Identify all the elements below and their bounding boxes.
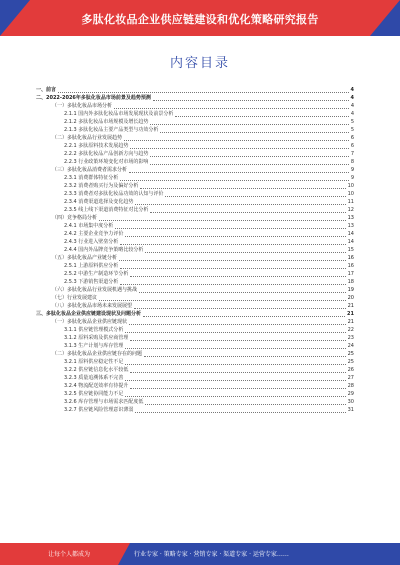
toc-entry-text: 3.2.5 供应链协同能力不足 [64,391,124,397]
toc-page-number: 15 [347,247,354,253]
toc-leader-dots [144,352,346,357]
report-header [0,0,400,36]
toc-page-number: 23 [347,335,354,341]
toc-page-number: 21 [347,319,354,325]
toc-leader-dots [140,184,345,189]
toc-page-number: 4 [350,103,354,109]
toc-page-number: 22 [347,327,354,333]
toc-entry-text: 3.2.3 质量追溯体系不完善 [64,375,124,381]
toc-leader-dots [120,280,345,285]
toc-entry-text: （一）多肽化妆品企业供应链现状 [52,319,128,325]
toc-leader-dots [139,288,346,293]
toc-entry[interactable] [36,262,354,270]
toc-leader-dots [130,368,345,373]
toc-entry-text: 2.2.1 多肽原料技术发展趋势 [64,143,129,149]
toc-leader-dots [120,264,345,269]
toc-entry-text: （七）行业发展建议 [52,295,98,301]
toc-entry-text: 2.4.1 市场集中度分析 [64,223,114,229]
toc-entry[interactable] [36,142,354,150]
toc-entry[interactable] [36,374,354,382]
toc-entry-text: （八）多肽化妆品市场未来发展展望 [52,303,133,309]
footer-tagline: 行业专家 · 策略专家 · 营销专家 · 渠道专家 · 运营专家…… [134,551,289,558]
report-title: 多肽化妆品企业供应链建设和优化策略研究报告 [81,13,319,26]
toc-leader-dots [99,216,346,221]
toc-leader-dots [150,120,348,125]
toc-entry-text: 2.5.2 中游生产制造环节分析 [64,271,129,277]
toc-page-number: 29 [347,391,354,397]
toc-page-number: 9 [350,175,354,181]
toc-page-number: 10 [347,191,354,197]
toc-entry[interactable] [36,118,354,126]
toc-entry-text: 2.2.3 行业政策环境变化对市场的影响 [64,159,149,165]
toc-entry-text: 3.1.3 生产计划与库存管理 [64,343,124,349]
toc-entry-text: 三、多肽化妆品企业供应链建设现状及问题分析 [36,311,142,317]
toc-entry-text: 2.2.2 多肽化妆品产品创新方向与趋势 [64,151,149,157]
toc-entry-text: 2.3.3 消费者对多肽化妆品功效的认知与评价 [64,191,164,197]
toc-entry[interactable] [36,102,354,110]
toc-entry-text: 2.5.3 下游销售渠道分析 [64,279,119,285]
toc-page-number: 21 [347,311,354,317]
toc-leader-dots [125,328,345,333]
toc-entry[interactable] [36,174,354,182]
toc-entry[interactable] [36,302,354,310]
toc-leader-dots [165,192,345,197]
table-of-contents [36,86,354,414]
toc-entry-text: （六）多肽化妆品行业发展机遇与挑战 [52,287,138,293]
toc-leader-dots [130,272,345,277]
toc-page-number: 4 [350,87,354,93]
toc-entry[interactable] [36,358,354,366]
toc-page-number: 30 [347,399,354,405]
toc-entry[interactable] [36,270,354,278]
toc-entry-text: 3.1.2 原料采购及供应商管理 [64,335,129,341]
toc-leader-dots [130,144,348,149]
toc-entry[interactable] [36,286,354,294]
toc-page-number: 14 [347,239,354,245]
toc-leader-dots [150,160,348,165]
toc-entry-text: 2.3.1 消费群体特征分析 [64,175,119,181]
toc-entry-text: 2.4.2 主要企业竞争力评价 [64,231,124,237]
toc-entry[interactable] [36,398,354,406]
toc-leader-dots [125,360,345,365]
toc-leader-dots [150,152,348,157]
toc-entry[interactable] [36,238,354,246]
toc-leader-dots [134,304,346,309]
toc-leader-dots [129,320,346,325]
toc-entry[interactable] [36,182,354,190]
toc-leader-dots [143,312,345,317]
toc-entry-text: 二、2022-2026年多肽化妆品市场前景及趋势预测 [36,95,151,101]
toc-leader-dots [153,96,349,101]
toc-entry[interactable] [36,342,354,350]
toc-leader-dots [124,136,349,141]
toc-page-number: 18 [347,279,354,285]
toc-entry-text: 3.2.4 物流配送效率有待提升 [64,383,129,389]
toc-entry-text: 2.1.2 多肽化妆品市场规模及增长趋势 [64,119,149,125]
toc-leader-dots [175,112,348,117]
toc-leader-dots [130,336,345,341]
toc-page-number: 19 [347,287,354,293]
toc-page-number: 13 [347,223,354,229]
toc-page-number: 4 [350,95,354,101]
toc-entry-text: （一）多肽化妆品市场分析 [52,103,113,109]
toc-leader-dots [119,256,346,261]
toc-leader-dots [125,376,345,381]
toc-leader-dots [130,384,345,389]
toc-entry[interactable] [36,134,354,142]
toc-leader-dots [145,248,345,253]
toc-entry-text: （四）竞争格局分析 [52,215,98,221]
toc-page-number: 16 [347,255,354,261]
toc-page-number: 28 [347,383,354,389]
toc-page-number: 8 [350,159,354,165]
toc-page-number: 4 [350,111,354,117]
toc-leader-dots [115,224,345,229]
toc-page-number: 6 [350,143,354,149]
toc-page-number: 13 [347,215,354,221]
toc-entry-text: 2.4.4 国内外品牌竞争策略比较分析 [64,247,144,253]
toc-page-number: 14 [347,231,354,237]
toc-leader-dots [99,296,346,301]
toc-heading: 内容目录 [169,56,230,71]
toc-entry[interactable] [36,158,354,166]
toc-entry[interactable] [36,326,354,334]
toc-entry[interactable] [36,206,354,214]
toc-page-number: 17 [347,271,354,277]
toc-leader-dots [150,208,345,213]
toc-entry-text: 2.5.1 上游原料供应分析 [64,263,119,269]
toc-entry-text: 一、前言 [36,87,57,93]
toc-entry-text: 2.4.3 行业进入壁垒分析 [64,239,119,245]
report-footer [0,543,400,565]
toc-entry-text: 3.2.2 供应链信息化水平较低 [64,367,129,373]
toc-entry[interactable] [36,390,354,398]
toc-entry[interactable] [36,382,354,390]
toc-leader-dots [145,400,345,405]
toc-entry-text: （三）多肽化妆品消费者需求分析 [52,167,128,173]
toc-entry-text: （二）多肽化妆品企业供应链存在的问题 [52,351,143,357]
toc-entry[interactable] [36,94,354,102]
toc-leader-dots [114,104,349,109]
toc-page-number: 6 [350,135,354,141]
toc-entry-text: 3.2.6 库存管理与市场需求匹配度低 [64,399,144,405]
toc-entry-text: 2.3.4 消费渠道选择及变化趋势 [64,199,134,205]
toc-entry-text: （二）多肽化妆品行业发展趋势 [52,135,123,141]
toc-leader-dots [120,176,349,181]
toc-entry-text: 3.2.7 供应链风险管理意识薄弱 [64,407,134,413]
toc-entry[interactable] [36,166,354,174]
toc-entry[interactable] [36,230,354,238]
toc-page-number: 24 [347,343,354,349]
toc-page-number: 7 [350,151,354,157]
toc-leader-dots [125,392,345,397]
footer-slogan: 让每个人都成为 [48,551,91,558]
toc-page-number: 20 [347,295,354,301]
toc-entry-text: 2.3.2 消费者购买行为及偏好分析 [64,183,139,189]
toc-entry-text: 3.1.1 供应链管理模式分析 [64,327,124,333]
toc-entry[interactable] [36,126,354,134]
toc-leader-dots [125,232,345,237]
toc-entry[interactable] [36,222,354,230]
toc-entry[interactable] [36,318,354,326]
toc-page-number: 16 [347,263,354,269]
toc-entry[interactable] [36,366,354,374]
toc-entry[interactable] [36,86,354,94]
toc-page-number: 25 [347,359,354,365]
toc-page-number: 5 [350,127,354,133]
toc-page-number: 26 [347,367,354,373]
toc-page-number: 10 [347,183,354,189]
toc-page-number: 31 [347,407,354,413]
toc-entry-text: （五）多肽化妆品产业链分析 [52,255,118,261]
toc-entry[interactable] [36,350,354,358]
toc-leader-dots [120,240,345,245]
toc-entry[interactable] [36,198,354,206]
toc-entry[interactable] [36,110,354,118]
toc-entry[interactable] [36,334,354,342]
toc-entry-text: 2.1.1 国内外多肽化妆品市场发展现状及前景分析 [64,111,174,117]
toc-page-number: 12 [347,207,354,213]
toc-page-number: 27 [347,375,354,381]
toc-page-number: 5 [350,119,354,125]
toc-entry[interactable] [36,190,354,198]
toc-entry[interactable] [36,294,354,302]
toc-leader-dots [129,168,349,173]
toc-page-number: 25 [347,351,354,357]
toc-entry[interactable] [36,214,354,222]
toc-page-number: 21 [347,303,354,309]
toc-entry-text: 2.1.3 多肽化妆品主要产品类型与功效分析 [64,127,159,133]
toc-entry[interactable] [36,150,354,158]
toc-entry-text: 2.3.5 线上线下渠道消费特征对比分析 [64,207,149,213]
toc-entry[interactable] [36,310,354,318]
toc-leader-dots [125,344,345,349]
toc-entry-text: 3.2.1 原料供应稳定性不足 [64,359,124,365]
toc-leader-dots [160,128,348,133]
toc-entry[interactable] [36,246,354,254]
toc-leader-dots [135,200,345,205]
toc-page-number: 9 [350,167,354,173]
toc-leader-dots [58,88,349,93]
toc-leader-dots [135,408,345,413]
toc-entry[interactable] [36,278,354,286]
toc-entry[interactable] [36,406,354,414]
toc-page-number: 11 [347,199,354,205]
toc-entry[interactable] [36,254,354,262]
